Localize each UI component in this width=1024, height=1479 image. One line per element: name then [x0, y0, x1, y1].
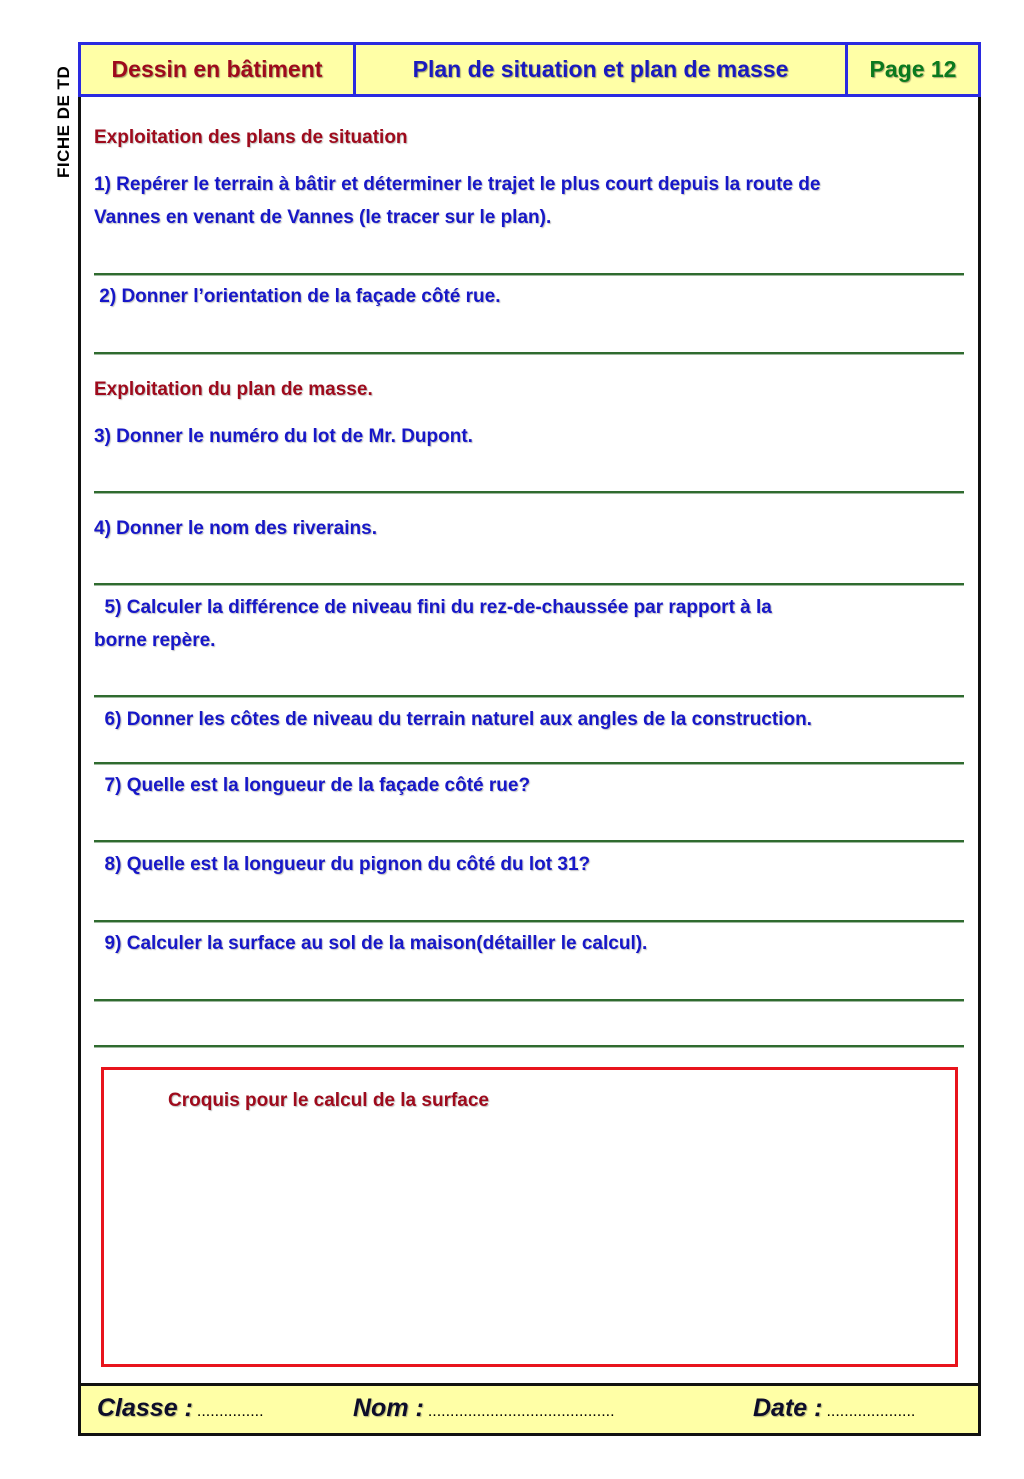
answer-line — [94, 1045, 964, 1047]
question-1-line-1: 1) Repérer le terrain à bâtir et déterminer le trajet le plus court depuis la route de — [94, 174, 821, 195]
question-9: 9) Calculer la surface au sol de la maison(détailler le calcul). — [94, 933, 648, 954]
header-bar — [78, 42, 981, 97]
date-blank: .................... — [826, 1403, 916, 1420]
date-field — [753, 1394, 915, 1423]
answer-line — [94, 491, 964, 493]
title-cell: Plan de situation et plan de masse — [353, 45, 845, 94]
classe-blank: ............... — [196, 1403, 264, 1420]
subject-cell: Dessin en bâtiment — [111, 56, 323, 82]
question-7: 7) Quelle est la longueur de la façade côté rue? — [94, 775, 531, 796]
sketch-box — [101, 1067, 958, 1367]
answer-line — [94, 583, 964, 585]
page-number-cell: Page 12 — [845, 45, 978, 94]
nom-blank: .......................................... — [427, 1403, 615, 1420]
side-label: FICHE DE TD — [54, 65, 73, 178]
question-8: 8) Quelle est la longueur du pignon du côté du lot 31? — [94, 854, 591, 875]
sketch-title: Croquis pour le calcul de la surface — [168, 1090, 489, 1111]
answer-line — [94, 762, 964, 764]
question-2: 2) Donner l’orientation de la façade côté rue. — [94, 286, 501, 307]
nom-field — [353, 1394, 615, 1423]
answer-line — [94, 695, 964, 697]
answer-line — [94, 352, 964, 354]
question-5-line-2: borne repère. — [94, 630, 216, 651]
section-title-situation: Exploitation des plans de situation — [94, 127, 408, 148]
classe-label: Classe : — [97, 1394, 193, 1422]
question-1-line-2: Vannes en venant de Vannes (le tracer sur le plan). — [94, 207, 552, 228]
question-5-line-1: 5) Calculer la différence de niveau fini du rez-de-chaussée par rapport à la — [94, 597, 772, 618]
answer-line — [94, 273, 964, 275]
question-4: 4) Donner le nom des riverains. — [94, 518, 377, 539]
question-6: 6) Donner les côtes de niveau du terrain naturel aux angles de la construction. — [94, 709, 812, 730]
date-label: Date : — [753, 1394, 823, 1422]
answer-line — [94, 920, 964, 922]
question-3: 3) Donner le numéro du lot de Mr. Dupont. — [94, 426, 473, 447]
footer-bar — [78, 1383, 981, 1436]
answer-line — [94, 999, 964, 1001]
section-title-masse: Exploitation du plan de masse. — [94, 379, 373, 400]
nom-label: Nom : — [353, 1394, 424, 1422]
answer-line — [94, 840, 964, 842]
classe-field — [97, 1394, 264, 1423]
